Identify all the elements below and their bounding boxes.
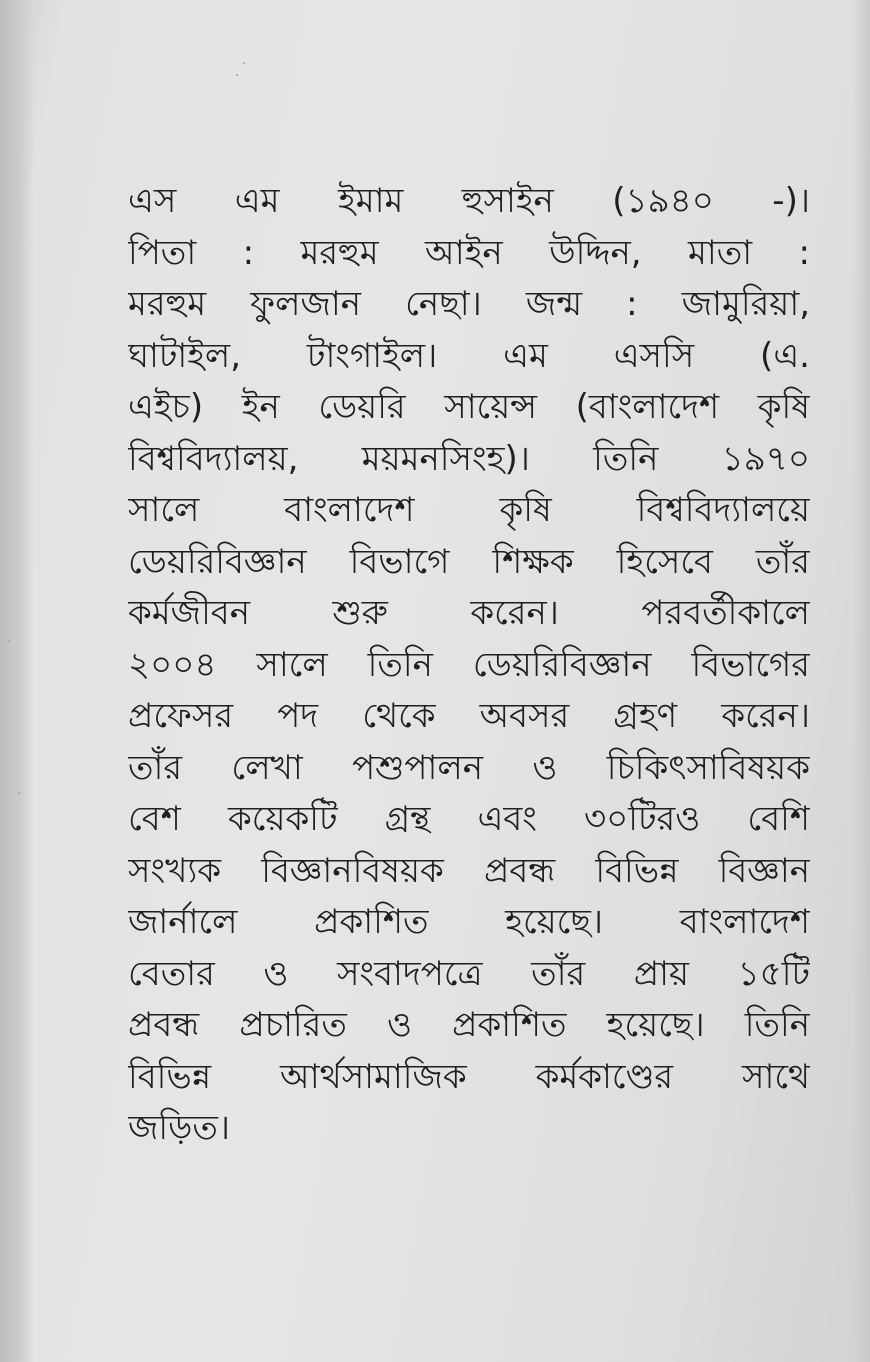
bio-line-9: কর্মজীবন শুরু করেন। পরবর্তীকালে [128, 593, 810, 633]
page-right-shadow [852, 0, 870, 1362]
bio-line-16: বেতার ও সংবাদপত্রে তাঁর প্রায় ১৫টি [128, 953, 810, 994]
bio-line-10: ২০০৪ সালে তিনি ডেয়রিবিজ্ঞান বিভাগের [128, 644, 810, 685]
page-left-shadow [0, 0, 34, 1362]
paper-speck [8, 640, 10, 642]
bio-line-4: ঘাটাইল, টাংগাইল। এম এসসি (এ. [128, 335, 810, 376]
bio-line-12: তাঁর লেখা পশুপালন ও চিকিৎসাবিষয়ক [128, 747, 810, 788]
bio-line-17: প্রবন্ধ প্রচারিত ও প্রকাশিত হয়েছে। তিনি [128, 1005, 810, 1045]
bio-line-5: এইচ) ইন ডেয়রি সায়েন্স (বাংলাদেশ কৃষি [128, 387, 810, 427]
bio-line-3: মরহুম ফুলজান নেছা। জন্ম : জামুরিয়া, [128, 284, 810, 324]
bio-line-13: বেশ কয়েকটি গ্রন্থ এবং ৩০টিরও বেশি [128, 799, 810, 839]
bio-line-14: সংখ্যক বিজ্ঞানবিষয়ক প্রবন্ধ বিভিন্ন বিজ্ঞান [128, 850, 810, 891]
paper-speck [243, 62, 245, 64]
bio-line-1: এস এম ইমাম হুসাইন (১৯৪০ -)। [128, 181, 810, 221]
paper-speck [18, 792, 20, 794]
bio-line-18: বিভিন্ন আর্থসামাজিক কর্মকাণ্ডের সাথে [128, 1056, 810, 1097]
author-biography [128, 176, 810, 1155]
bio-line-6: বিশ্ববিদ্যালয়, ময়মনসিংহ)। তিনি ১৯৭০ [128, 438, 810, 479]
bio-line-8: ডেয়রিবিজ্ঞান বিভাগে শিক্ষক হিসেবে তাঁর [128, 541, 810, 582]
bio-line-15: জার্নালে প্রকাশিত হয়েছে। বাংলাদেশ [128, 902, 810, 942]
bio-line-11: প্রফেসর পদ থেকে অবসর গ্রহণ করেন। [128, 696, 810, 736]
bio-line-19: জড়িত। [128, 1108, 231, 1148]
bio-line-7: সালে বাংলাদেশ কৃষি বিশ্ববিদ্যালয়ে [128, 490, 810, 530]
bio-line-2: পিতা : মরহুম আইন উদ্দিন, মাতা : [128, 232, 810, 273]
paper-speck [236, 74, 238, 76]
